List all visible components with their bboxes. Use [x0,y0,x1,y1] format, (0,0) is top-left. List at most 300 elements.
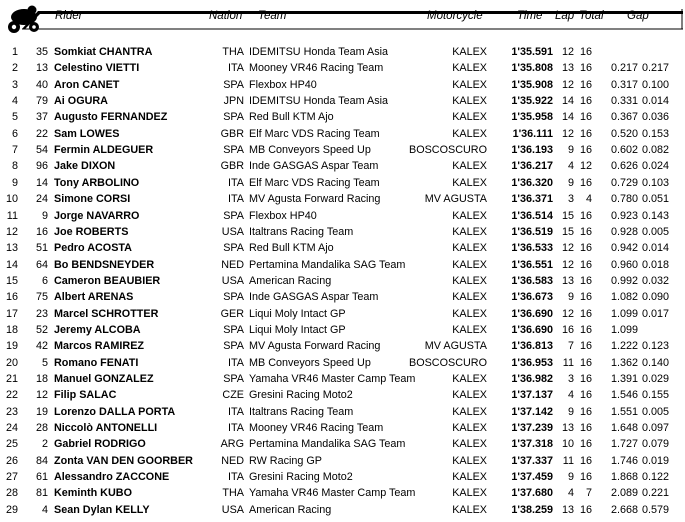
total-laps: 7 [585,487,592,500]
best-lap: 7 [567,340,574,353]
gap-to-leader: 2.668 [610,503,638,516]
position: 25 [5,438,18,451]
table-row [0,93,685,109]
lap-time: 1'36.193 [511,144,553,157]
position: 4 [11,95,18,108]
gap-to-previous: 0.079 [641,438,669,451]
position: 17 [5,307,18,320]
position: 16 [5,291,18,304]
lap-time: 1'36.982 [511,373,553,385]
lap-time: 1'36.514 [511,209,553,222]
gap-to-leader: 0.626 [610,160,638,173]
best-lap: 13 [561,503,574,516]
rider-number: 5 [41,356,48,369]
motorcycle: KALEX [452,487,487,500]
lap-time: 1'35.808 [511,62,553,75]
gap-to-previous: 0.217 [641,62,669,75]
nation: ITA [228,422,244,435]
best-lap: 9 [567,291,574,304]
gap-to-leader: 0.928 [610,225,638,238]
total-laps: 16 [579,127,592,140]
gap-to-previous: 0.019 [641,454,669,467]
gap-to-previous: 0.014 [641,95,669,108]
best-lap: 12 [561,78,574,91]
motorcycle: KALEX [452,95,487,108]
gap-to-leader: 1.099 [610,323,638,336]
rider-name: Lorenzo DALLA PORTA [54,405,176,418]
best-lap: 12 [561,46,574,58]
gap-to-leader: 0.602 [610,144,638,157]
rider-name: Manuel GONZALEZ [54,373,154,385]
gap-to-leader: 0.992 [610,274,638,287]
best-lap: 10 [561,438,574,451]
motorcycle: KALEX [452,471,487,484]
table-row [0,404,685,420]
nation: SPA [223,209,244,222]
total-laps: 16 [579,405,592,418]
rider-name: Gabriel RODRIGO [54,438,146,451]
table-row [0,371,685,387]
best-lap: 11 [562,454,574,467]
gap-to-previous: 0.024 [641,160,669,173]
position: 24 [5,422,18,435]
nation: ITA [228,62,244,75]
motorcycle: KALEX [452,503,487,516]
position: 5 [11,111,18,124]
rider-number: 14 [35,176,48,189]
best-lap: 12 [561,307,574,320]
motorcycle: KALEX [452,258,487,271]
rider-name: Niccolò ANTONELLI [54,422,158,435]
best-lap: 3 [567,193,574,206]
total-laps: 16 [579,373,592,385]
rider-name: Fermin ALDEGUER [54,144,154,157]
total-laps: 16 [579,258,592,271]
nation: NED [221,258,244,271]
nation: SPA [223,78,244,91]
rider-number: 75 [35,291,48,304]
gap-to-leader: 0.942 [610,242,638,255]
table-row [0,273,685,289]
header-time: Time [517,10,543,22]
best-lap: 15 [561,225,574,238]
total-laps: 16 [579,454,592,467]
motorcycle: KALEX [452,46,487,58]
gap-to-previous: 0.123 [641,340,669,353]
nation: GBR [220,160,244,173]
best-lap: 13 [561,422,574,435]
nation: SPA [223,340,244,353]
position: 22 [5,389,18,402]
total-laps: 12 [579,160,592,173]
header-nation: Nation [209,10,243,22]
total-laps: 16 [579,242,592,255]
team-name: American Racing [249,274,332,287]
total-laps: 16 [579,78,592,91]
best-lap: 12 [561,258,574,271]
team-name: MB Conveyors Speed Up [249,356,371,369]
motorcycle: BOSCOSCURO [409,144,487,157]
best-lap: 9 [567,405,574,418]
best-lap: 4 [567,487,574,500]
rider-number: 19 [35,405,48,418]
gap-to-previous: 0.051 [641,193,669,206]
rider-number: 84 [35,454,48,467]
rider-name: Marcos RAMIREZ [54,340,144,353]
position: 19 [5,340,18,353]
best-lap: 9 [567,176,574,189]
rider-name: Jorge NAVARRO [54,209,140,222]
best-lap: 12 [561,242,574,255]
nation: ITA [228,193,244,206]
header-gap: Gap [627,10,649,22]
lap-time: 1'37.239 [511,422,553,435]
rider-number: 52 [35,323,48,336]
total-laps: 16 [579,95,592,108]
header-rider: Rider [55,10,83,22]
rider-name: Cameron BEAUBIER [54,274,161,287]
table-row [0,191,685,207]
total-laps: 16 [579,389,592,402]
rider-number: 22 [35,127,48,140]
position: 15 [5,274,18,287]
nation: USA [221,274,244,287]
team-name: Elf Marc VDS Racing Team [249,127,380,140]
team-name: MV Agusta Forward Racing [249,340,381,353]
gap-to-leader: 0.331 [610,95,638,108]
rider-name: Celestino VIETTI [54,62,140,75]
rider-name: Keminth KUBO [54,487,132,500]
team-name: Liqui Moly Intact GP [249,307,346,320]
gap-to-previous: 0.097 [641,422,669,435]
lap-time: 1'36.519 [511,225,553,238]
lap-time: 1'36.583 [511,274,553,287]
rider-number: 54 [35,144,48,157]
position: 28 [5,487,18,500]
table-row [0,142,685,158]
rider-number: 18 [35,373,48,385]
table-row [0,175,685,191]
table-row [0,469,685,485]
best-lap: 12 [561,127,574,140]
motorcycle: KALEX [452,62,487,75]
table-row [0,77,685,93]
nation: SPA [223,373,244,385]
gap-to-previous: 0.155 [641,389,669,402]
rider-name: Jake DIXON [54,160,116,173]
team-name: Gresini Racing Moto2 [249,389,353,402]
rider-name: Alessandro ZACCONE [54,471,170,484]
table-row [0,289,685,305]
lap-time: 1'36.111 [512,127,553,140]
team-name: Gresini Racing Moto2 [249,471,353,484]
gap-to-leader: 1.727 [610,438,638,451]
motorcycle-rider-icon [4,4,44,34]
team-name: MB Conveyors Speed Up [249,144,371,157]
rider-number: 12 [35,389,48,402]
best-lap: 4 [567,160,574,173]
rider-name: Romano FENATI [54,356,139,369]
gap-to-leader: 0.520 [610,127,638,140]
best-lap: 11 [562,356,574,369]
table-row [0,306,685,322]
best-lap: 9 [567,471,574,484]
rider-name: Pedro ACOSTA [54,242,132,255]
rider-name: Augusto FERNANDEZ [54,111,168,124]
position: 21 [5,373,18,385]
gap-to-previous: 0.005 [641,225,669,238]
total-laps: 16 [579,274,592,287]
rider-name: Simone CORSI [54,193,131,206]
position: 20 [5,356,18,369]
team-name: American Racing [249,503,332,516]
gap-to-previous: 0.018 [641,258,669,271]
motorcycle: KALEX [452,127,487,140]
nation: THA [222,46,244,58]
nation: NED [221,454,244,467]
position: 7 [11,144,18,157]
lap-time: 1'37.680 [511,487,553,500]
gap-to-leader: 0.317 [610,78,638,91]
rider-name: Tony ARBOLINO [54,176,140,189]
nation: SPA [223,323,244,336]
lap-time: 1'38.259 [511,503,553,516]
rider-name: Bo BENDSNEYDER [54,258,155,271]
position: 10 [5,193,18,206]
gap-to-leader: 0.923 [610,209,638,222]
position: 18 [5,323,18,336]
team-name: Italtrans Racing Team [249,405,354,418]
lap-time: 1'36.673 [511,291,553,304]
rider-name: Albert ARENAS [54,291,134,304]
position: 14 [5,258,18,271]
table-row [0,109,685,125]
total-laps: 16 [579,144,592,157]
rider-number: 37 [35,111,48,124]
lap-time: 1'37.337 [511,454,553,467]
motorcycle: MV AGUSTA [424,340,487,353]
total-laps: 16 [579,340,592,353]
motorcycle: KALEX [452,291,487,304]
team-name: IDEMITSU Honda Team Asia [249,46,389,58]
rider-number: 81 [35,487,48,500]
team-name: Red Bull KTM Ajo [249,242,334,255]
table-row [0,453,685,469]
position: 9 [11,176,18,189]
gap-to-previous: 0.036 [641,111,669,124]
total-laps: 4 [585,193,592,206]
gap-to-previous: 0.143 [641,209,669,222]
lap-time: 1'36.371 [511,193,553,206]
total-laps: 16 [579,323,592,336]
position: 11 [6,209,18,222]
motorcycle: KALEX [452,111,487,124]
lap-time: 1'36.217 [511,160,553,173]
header-team: Team [258,10,287,22]
rider-number: 9 [41,209,48,222]
rider-number: 4 [41,503,48,516]
rider-number: 96 [35,160,48,173]
position: 27 [5,471,18,484]
nation: JPN [223,95,244,108]
nation: SPA [223,242,244,255]
lap-time: 1'36.551 [511,258,553,271]
total-laps: 16 [579,46,592,58]
gap-to-previous: 0.029 [641,373,669,385]
team-name: Mooney VR46 Racing Team [249,62,384,75]
header-lap: Lap [555,10,575,22]
team-name: Yamaha VR46 Master Camp Team [249,373,416,385]
motorcycle: KALEX [452,405,487,418]
position: 26 [5,454,18,467]
position: 12 [5,225,18,238]
gap-to-leader: 1.546 [610,389,638,402]
total-laps: 16 [579,111,592,124]
team-name: Yamaha VR46 Master Camp Team [249,487,416,500]
team-name: Elf Marc VDS Racing Team [249,176,380,189]
best-lap: 15 [561,209,574,222]
gap-to-leader: 2.089 [610,487,638,500]
rider-number: 28 [35,422,48,435]
gap-to-previous: 0.221 [641,487,669,500]
lap-time: 1'37.459 [511,471,553,484]
table-row [0,485,685,501]
position: 3 [11,78,18,91]
lap-time: 1'36.690 [511,323,553,336]
gap-to-leader: 1.362 [610,356,638,369]
total-laps: 16 [579,438,592,451]
rider-number: 51 [35,242,48,255]
lap-time: 1'35.922 [511,95,553,108]
total-laps: 16 [579,422,592,435]
motorcycle: KALEX [452,160,487,173]
gap-to-previous: 0.082 [641,144,669,157]
best-lap: 3 [567,373,574,385]
rider-name: Aron CANET [54,78,120,91]
motorcycle: KALEX [452,373,487,385]
table-row [0,158,685,174]
team-name: MV Agusta Forward Racing [249,193,381,206]
gap-to-leader: 1.222 [610,340,638,353]
team-name: Inde GASGAS Aspar Team [249,160,379,173]
table-row [0,60,685,76]
gap-to-leader: 0.217 [610,62,638,75]
table-row [0,420,685,436]
motorcycle: MV AGUSTA [424,193,487,206]
gap-to-previous: 0.100 [641,78,669,91]
motorcycle: KALEX [452,209,487,222]
position: 1 [11,46,18,58]
gap-to-previous: 0.014 [641,242,669,255]
rider-name: Filip SALAC [54,389,117,402]
motorcycle: KALEX [452,307,487,320]
gap-to-previous: 0.140 [641,356,669,369]
team-name: Pertamina Mandalika SAG Team [249,438,406,451]
rider-name: Zonta VAN DEN GOORBER [54,454,193,467]
gap-to-previous: 0.153 [641,127,669,140]
nation: ITA [228,356,244,369]
table-row [0,208,685,224]
gap-to-leader: 0.960 [610,258,638,271]
rider-number: 24 [35,193,48,206]
motorcycle: BOSCOSCURO [409,356,487,369]
team-name: Italtrans Racing Team [249,225,354,238]
table-row [0,224,685,240]
rider-number: 79 [35,95,48,108]
team-name: IDEMITSU Honda Team Asia [249,95,389,108]
total-laps: 16 [579,291,592,304]
team-name: Red Bull KTM Ajo [249,111,334,124]
best-lap: 13 [561,62,574,75]
team-name: Pertamina Mandalika SAG Team [249,258,406,271]
table-row [0,44,685,60]
lap-time: 1'35.591 [511,46,553,58]
table-row [0,436,685,452]
gap-to-previous: 0.122 [641,471,669,484]
position: 13 [5,242,18,255]
rider-number: 16 [35,225,48,238]
table-row [0,502,685,518]
motorcycle: KALEX [452,389,487,402]
nation: USA [221,225,244,238]
header-total: Total [579,10,604,22]
lap-time: 1'36.320 [511,176,553,189]
total-laps: 16 [579,356,592,369]
table-row [0,387,685,403]
nation: ITA [228,471,244,484]
rider-name: Marcel SCHROTTER [54,307,159,320]
position: 23 [5,405,18,418]
gap-to-previous: 0.005 [641,405,669,418]
lap-time: 1'36.813 [511,340,553,353]
motorcycle: KALEX [452,242,487,255]
gap-to-leader: 1.648 [610,422,638,435]
gap-to-leader: 1.082 [610,291,638,304]
nation: GER [220,307,244,320]
motorcycle: KALEX [452,78,487,91]
position: 29 [5,503,18,516]
team-name: Flexbox HP40 [249,209,317,222]
lap-time: 1'36.533 [511,242,553,255]
gap-to-previous: 0.103 [641,176,669,189]
gap-to-previous: 0.090 [641,291,669,304]
rider-number: 42 [35,340,48,353]
gap-to-leader: 0.367 [610,111,638,124]
nation: SPA [223,144,244,157]
rider-number: 64 [35,258,48,271]
rider-name: Sean Dylan KELLY [54,503,150,516]
best-lap: 14 [561,111,574,124]
lap-time: 1'36.953 [511,356,553,369]
nation: USA [221,503,244,516]
table-row [0,338,685,354]
team-name: Inde GASGAS Aspar Team [249,291,379,304]
motorcycle: KALEX [452,176,487,189]
position: 2 [11,62,18,75]
nation: SPA [223,291,244,304]
gap-to-leader: 1.391 [610,373,638,385]
rider-name: Sam LOWES [54,127,120,140]
gap-to-leader: 1.551 [610,405,638,418]
rider-name: Ai OGURA [54,95,108,108]
gap-to-leader: 1.868 [610,471,638,484]
rider-number: 23 [35,307,48,320]
rider-name: Jeremy ALCOBA [54,323,141,336]
best-lap: 13 [561,274,574,287]
motorcycle: KALEX [452,454,487,467]
team-name: Flexbox HP40 [249,78,317,91]
nation: THA [222,487,244,500]
